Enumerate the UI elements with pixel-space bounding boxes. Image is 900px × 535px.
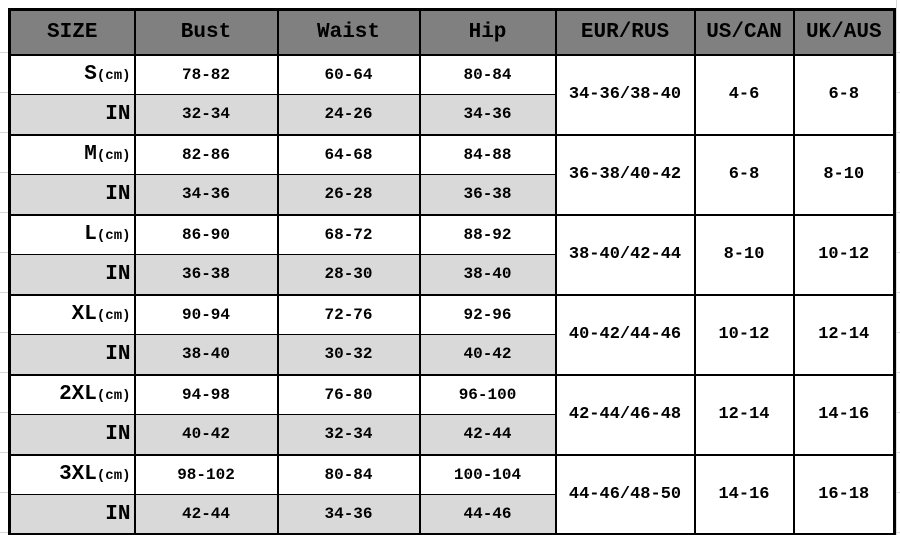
in-label-cell: IN: [10, 335, 135, 375]
us-can-cell: 10-12: [695, 295, 794, 375]
waist-in-cell: 24-26: [278, 95, 420, 135]
size-label: 3XL: [59, 463, 97, 487]
eur-rus-cell: 40-42/44-46: [556, 295, 695, 375]
table-row: [10, 455, 895, 495]
size-label-cell: [10, 375, 135, 415]
table-row: [10, 375, 895, 415]
hip-in-cell: 36-38: [420, 175, 556, 215]
hip-in-cell: 42-44: [420, 415, 556, 455]
unit-label: (cm): [96, 68, 131, 85]
size-chart-table: [8, 8, 896, 535]
unit-label: (cm): [96, 468, 131, 485]
bust-cm-cell: 86-90: [135, 215, 278, 255]
bust-in-cell: 42-44: [135, 495, 278, 535]
bust-in-cell: 36-38: [135, 255, 278, 295]
bust-in-cell: 32-34: [135, 95, 278, 135]
us-can-cell: 14-16: [695, 455, 794, 535]
waist-in-cell: 34-36: [278, 495, 420, 535]
uk-aus-cell: 16-18: [794, 455, 895, 535]
size-label-cell: [10, 295, 135, 335]
column-header-eur-rus: EUR/RUS: [556, 10, 695, 55]
bust-cm-cell: 98-102: [135, 455, 278, 495]
bust-in-cell: 40-42: [135, 415, 278, 455]
column-header-bust: Bust: [135, 10, 278, 55]
hip-cm-cell: 100-104: [420, 455, 556, 495]
eur-rus-cell: 44-46/48-50: [556, 455, 695, 535]
header-row: [10, 10, 895, 55]
eur-rus-cell: 36-38/40-42: [556, 135, 695, 215]
column-header-size: SIZE: [10, 10, 135, 55]
hip-cm-cell: 80-84: [420, 55, 556, 95]
hip-in-cell: 44-46: [420, 495, 556, 535]
us-can-cell: 12-14: [695, 375, 794, 455]
size-label: XL: [71, 303, 97, 327]
uk-aus-cell: 6-8: [794, 55, 895, 135]
size-label-cell: [10, 455, 135, 495]
hip-cm-cell: 92-96: [420, 295, 556, 335]
uk-aus-cell: 10-12: [794, 215, 895, 295]
hip-in-cell: 38-40: [420, 255, 556, 295]
size-label-cell: [10, 55, 135, 95]
table-row: [10, 135, 895, 175]
size-label: M: [84, 143, 97, 167]
column-header-uk-aus: UK/AUS: [794, 10, 895, 55]
unit-label: (cm): [96, 388, 131, 405]
bust-cm-cell: 82-86: [135, 135, 278, 175]
uk-aus-cell: 12-14: [794, 295, 895, 375]
eur-rus-cell: 42-44/46-48: [556, 375, 695, 455]
in-label-cell: IN: [10, 415, 135, 455]
table-row: [10, 215, 895, 255]
bust-in-cell: 38-40: [135, 335, 278, 375]
waist-cm-cell: 64-68: [278, 135, 420, 175]
waist-in-cell: 30-32: [278, 335, 420, 375]
waist-in-cell: 28-30: [278, 255, 420, 295]
waist-cm-cell: 72-76: [278, 295, 420, 335]
waist-cm-cell: 80-84: [278, 455, 420, 495]
waist-in-cell: 26-28: [278, 175, 420, 215]
waist-cm-cell: 68-72: [278, 215, 420, 255]
waist-in-cell: 32-34: [278, 415, 420, 455]
bust-cm-cell: 78-82: [135, 55, 278, 95]
bust-in-cell: 34-36: [135, 175, 278, 215]
column-header-hip: Hip: [420, 10, 556, 55]
unit-label: (cm): [96, 228, 131, 245]
size-label: L: [84, 223, 97, 247]
hip-cm-cell: 96-100: [420, 375, 556, 415]
unit-label: (cm): [96, 308, 131, 325]
in-label-cell: IN: [10, 95, 135, 135]
in-label-cell: IN: [10, 255, 135, 295]
bust-cm-cell: 90-94: [135, 295, 278, 335]
size-label-cell: [10, 215, 135, 255]
column-header-waist: Waist: [278, 10, 420, 55]
in-label-cell: IN: [10, 495, 135, 535]
hip-cm-cell: 84-88: [420, 135, 556, 175]
eur-rus-cell: 34-36/38-40: [556, 55, 695, 135]
unit-label: (cm): [96, 148, 131, 165]
bust-cm-cell: 94-98: [135, 375, 278, 415]
table-row: [10, 55, 895, 95]
column-header-us-can: US/CAN: [695, 10, 794, 55]
hip-in-cell: 40-42: [420, 335, 556, 375]
size-label-cell: [10, 135, 135, 175]
us-can-cell: 4-6: [695, 55, 794, 135]
us-can-cell: 6-8: [695, 135, 794, 215]
uk-aus-cell: 14-16: [794, 375, 895, 455]
size-label: 2XL: [59, 383, 97, 407]
in-label-cell: IN: [10, 175, 135, 215]
hip-cm-cell: 88-92: [420, 215, 556, 255]
hip-in-cell: 34-36: [420, 95, 556, 135]
uk-aus-cell: 8-10: [794, 135, 895, 215]
waist-cm-cell: 76-80: [278, 375, 420, 415]
size-label: S: [84, 63, 97, 87]
table-row: [10, 295, 895, 335]
eur-rus-cell: 38-40/42-44: [556, 215, 695, 295]
us-can-cell: 8-10: [695, 215, 794, 295]
waist-cm-cell: 60-64: [278, 55, 420, 95]
